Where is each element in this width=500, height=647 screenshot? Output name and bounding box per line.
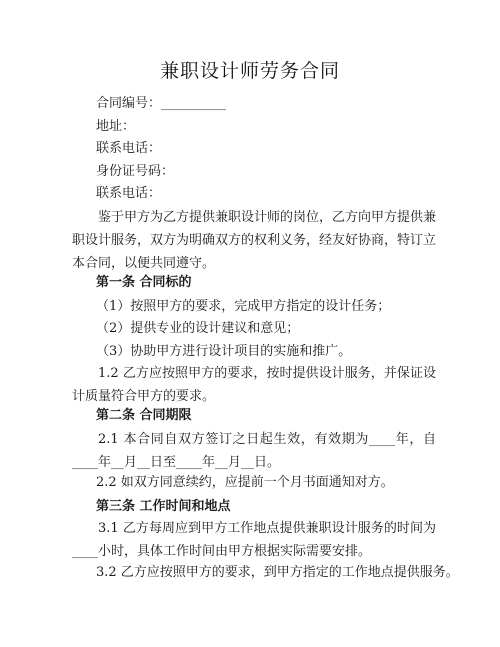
page-title: 兼职设计师劳务合同 xyxy=(159,60,340,82)
clause-2-2: 2.2 如双方同意续约，应提前一个月书面通知对方。 xyxy=(96,475,394,490)
clause-3-1: 3.1 乙方每周应到甲方工作地点提供兼职设计服务的时间为____小时，具体工作时间由甲方根据实际需要安排。 xyxy=(72,521,436,560)
article-3-heading: 第三条 工作时间和地点 xyxy=(96,499,231,514)
article-1-item-2: （2）提供专业的设计建议和意见； xyxy=(96,321,300,336)
phone-field-2: 联系电话： xyxy=(96,186,162,201)
contract-number-field: 合同编号：__________ xyxy=(96,96,227,111)
id-number-field: 身份证号码： xyxy=(96,164,175,179)
clause-2-1: 2.1 本合同自双方签订之日起生效，有效期为____年，自____年__月__日至____年__月__日。 xyxy=(72,432,436,471)
intro-paragraph: 鉴于甲方为乙方提供兼职设计师的岗位，乙方向甲方提供兼职设计服务，双方为明确双方的权利义务，经友好协商，特订立本合同，以便共同遵守。 xyxy=(72,210,437,272)
phone-field-1: 联系电话： xyxy=(96,141,162,156)
clause-1-2: 1.2 乙方应按照甲方的要求，按时提供设计服务，并保证设计质量符合甲方的要求。 xyxy=(72,366,436,405)
article-1-heading: 第一条 合同标的 xyxy=(96,275,192,290)
article-1-item-1: （1）按照甲方的要求，完成甲方指定的设计任务； xyxy=(96,299,391,314)
article-1-item-3: （3）协助甲方进行设计项目的实施和推广。 xyxy=(96,344,352,359)
address-field: 地址： xyxy=(96,119,136,134)
clause-3-2: 3.2 乙方应按照甲方的要求，到甲方指定的工作地点提供服务。 xyxy=(96,565,459,580)
article-2-heading: 第二条 合同期限 xyxy=(96,408,192,423)
